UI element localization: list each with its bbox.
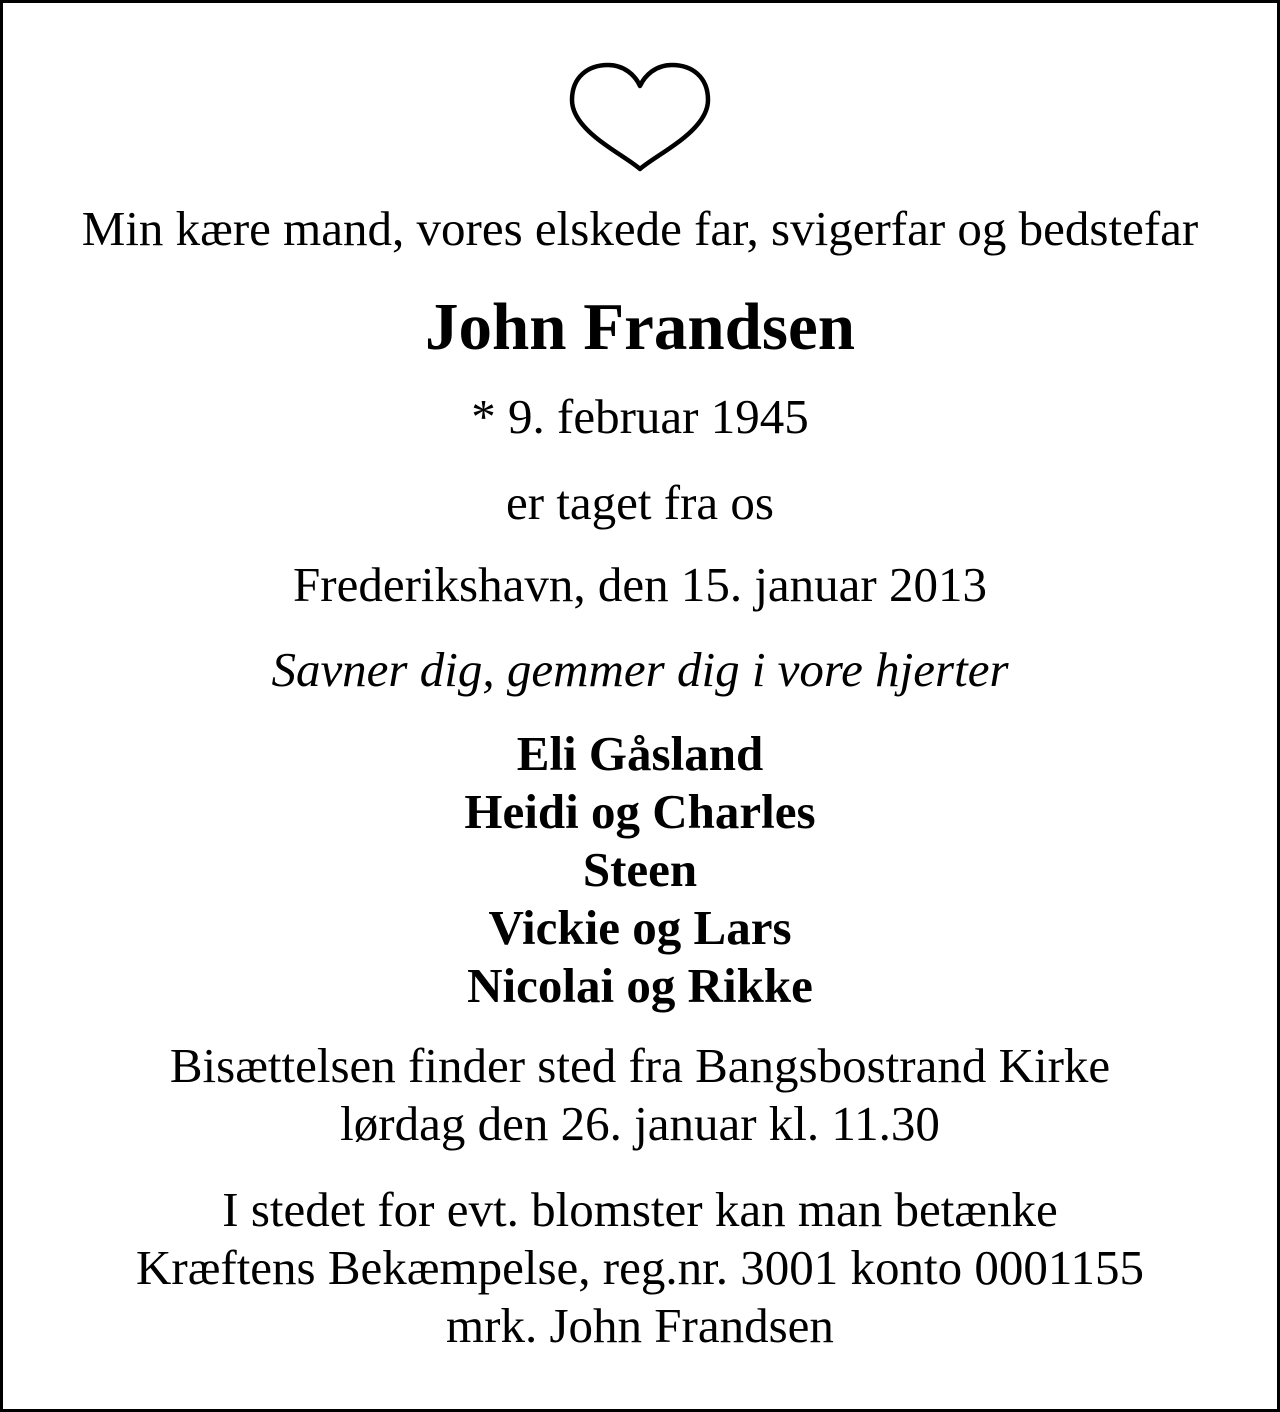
family-member: Eli Gåsland — [516, 726, 764, 781]
funeral-line: lørdag den 26. januar kl. 11.30 — [340, 1096, 940, 1151]
family-list — [3, 725, 1277, 1015]
donation-info — [3, 1181, 1277, 1355]
family-member: Heidi og Charles — [464, 784, 816, 839]
intro-text: Min kære mand, vores elskede far, svigerfar og bedstefar — [81, 201, 1199, 256]
donation-line: mrk. John Frandsen — [446, 1298, 834, 1353]
family-member: Nicolai og Rikke — [467, 958, 813, 1013]
birth-date: * 9. februar 1945 — [471, 389, 809, 444]
place-and-date: Frederikshavn, den 15. januar 2013 — [293, 557, 987, 612]
donation-line: I stedet for evt. blomster kan man betænke — [222, 1182, 1058, 1237]
passed-text: er taget fra os — [506, 475, 774, 530]
donation-line: Kræftens Bekæmpelse, reg.nr. 3001 konto 0001155 — [135, 1240, 1145, 1295]
heart-icon — [3, 61, 1277, 177]
funeral-line: Bisættelsen finder sted fra Bangsbostrand Kirke — [169, 1038, 1111, 1093]
funeral-info — [3, 1037, 1277, 1153]
tagline: Savner dig, gemmer dig i vore hjerter — [271, 642, 1009, 697]
family-member: Steen — [582, 842, 698, 897]
deceased-name: John Frandsen — [424, 290, 856, 364]
family-member: Vickie og Lars — [488, 900, 792, 955]
